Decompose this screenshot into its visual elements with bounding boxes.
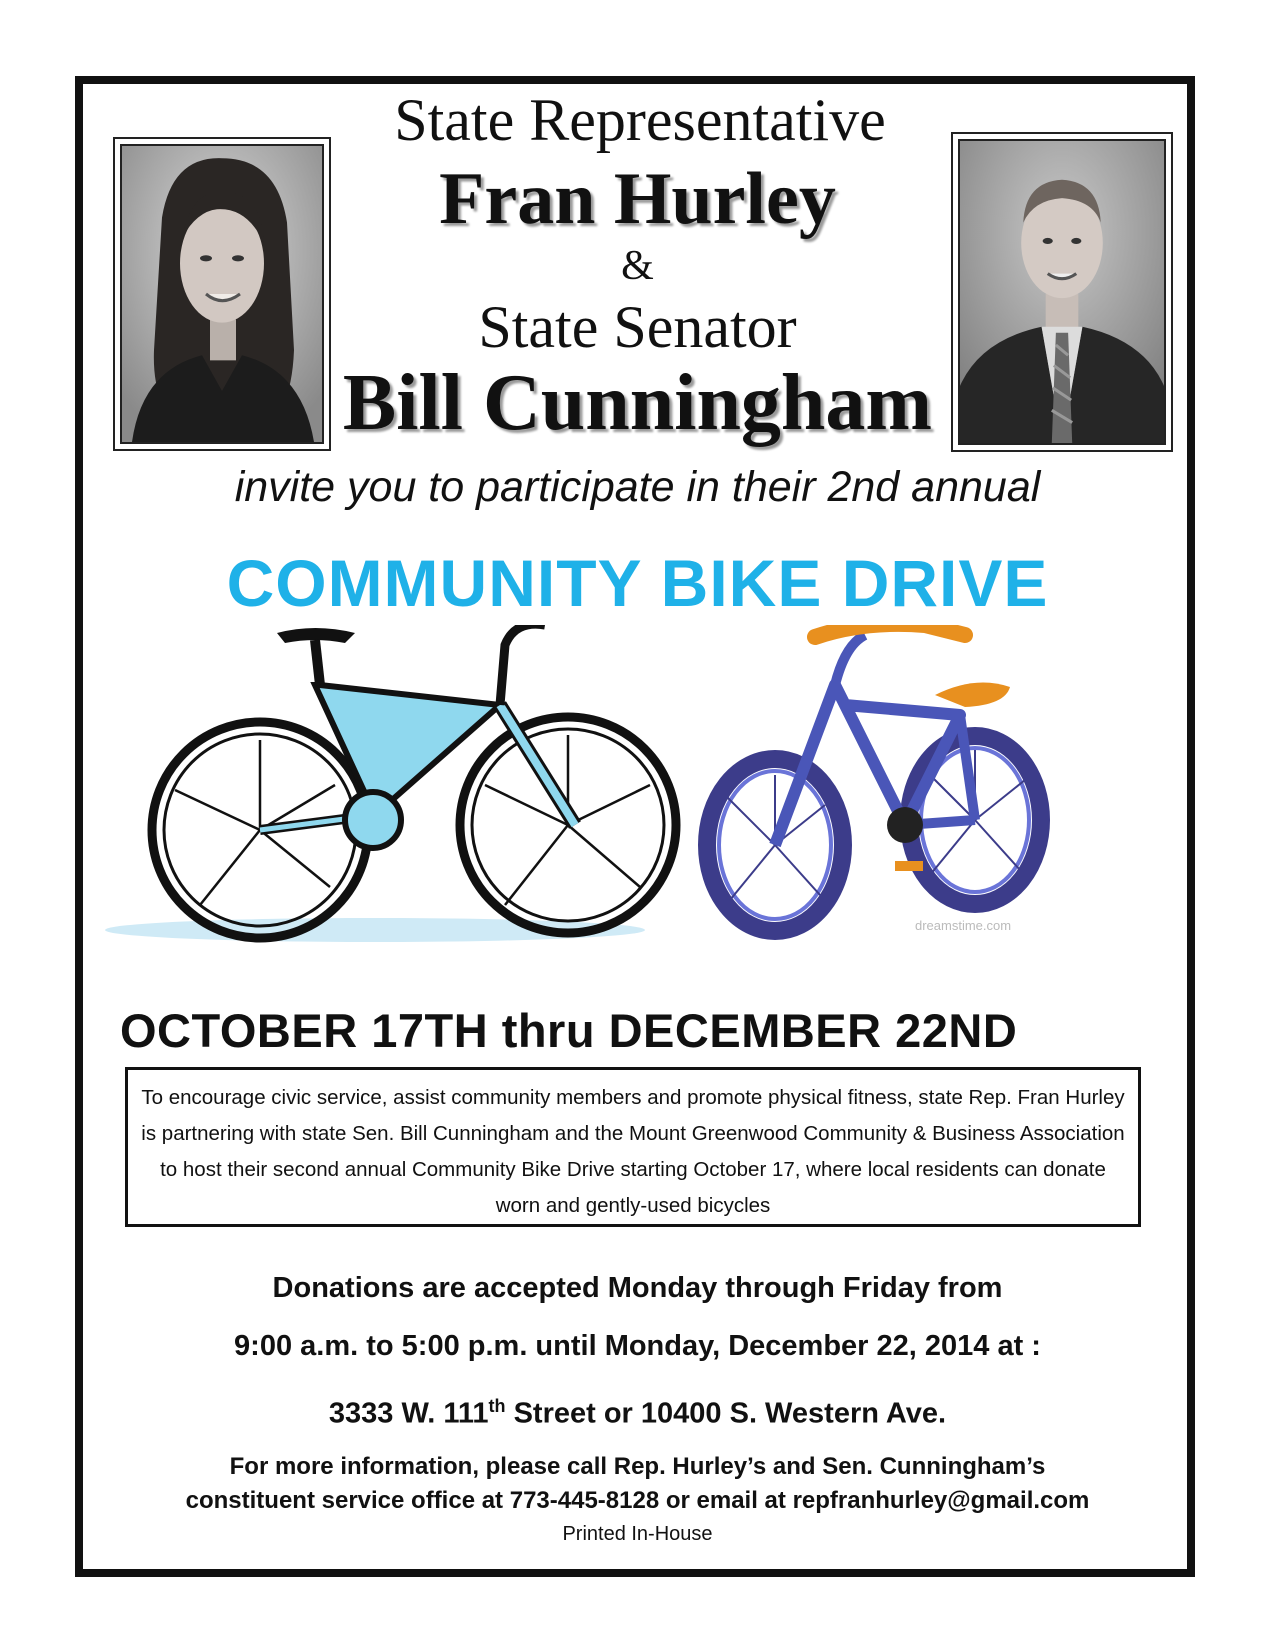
address-superscript: th [488,1396,506,1416]
donation-hours: 9:00 a.m. to 5:00 p.m. until Monday, December 22, 2014 at : [234,1330,1041,1362]
donation-days: Donations are accepted Monday through Friday from [272,1272,1003,1304]
header-name-cunningham: Bill Cunningham [342,359,933,447]
event-title: COMMUNITY BIKE DRIVE [226,546,1049,620]
header-ampersand: & [621,243,654,289]
address-part-a: 3333 W. 111 [328,1397,489,1430]
event-dates: OCTOBER 17TH thru DECEMBER 22ND [120,1004,1018,1057]
contact-info-line2: constituent service office at 773-445-8128 or email at repfranhurley@gmail.com [185,1487,1090,1514]
description-box: To encourage civic service, assist community members and promote physical fitness, state Rep. Fran Hurley is partnering with state Sen. Bill Cunningham and the Mount Greenwood Community & Business Association to host their second annual Community Bike Drive starting October 17, where local residents can donate worn and gently-used bicycles [125,1067,1141,1227]
address-part-b: Street or 10400 S. Western Ave. [505,1397,947,1430]
printed-in-house: Printed In-House [562,1523,713,1545]
bikes-illustration [105,625,1105,990]
invite-text: invite you to participate in their 2nd annual [234,463,1041,511]
purple-bike-icon [707,625,1041,931]
donation-addresses [0,1396,1275,1431]
header-title-rep: State Representative [394,87,886,153]
contact-info-line1: For more information, please call Rep. Hurley’s and Sen. Cunningham’s [229,1453,1046,1480]
header-title-senator: State Senator [478,294,797,360]
blue-bike-icon [152,625,676,938]
watermark-text: dreamstime.com [915,918,1012,933]
header-name-hurley: Fran Hurley [439,158,836,240]
